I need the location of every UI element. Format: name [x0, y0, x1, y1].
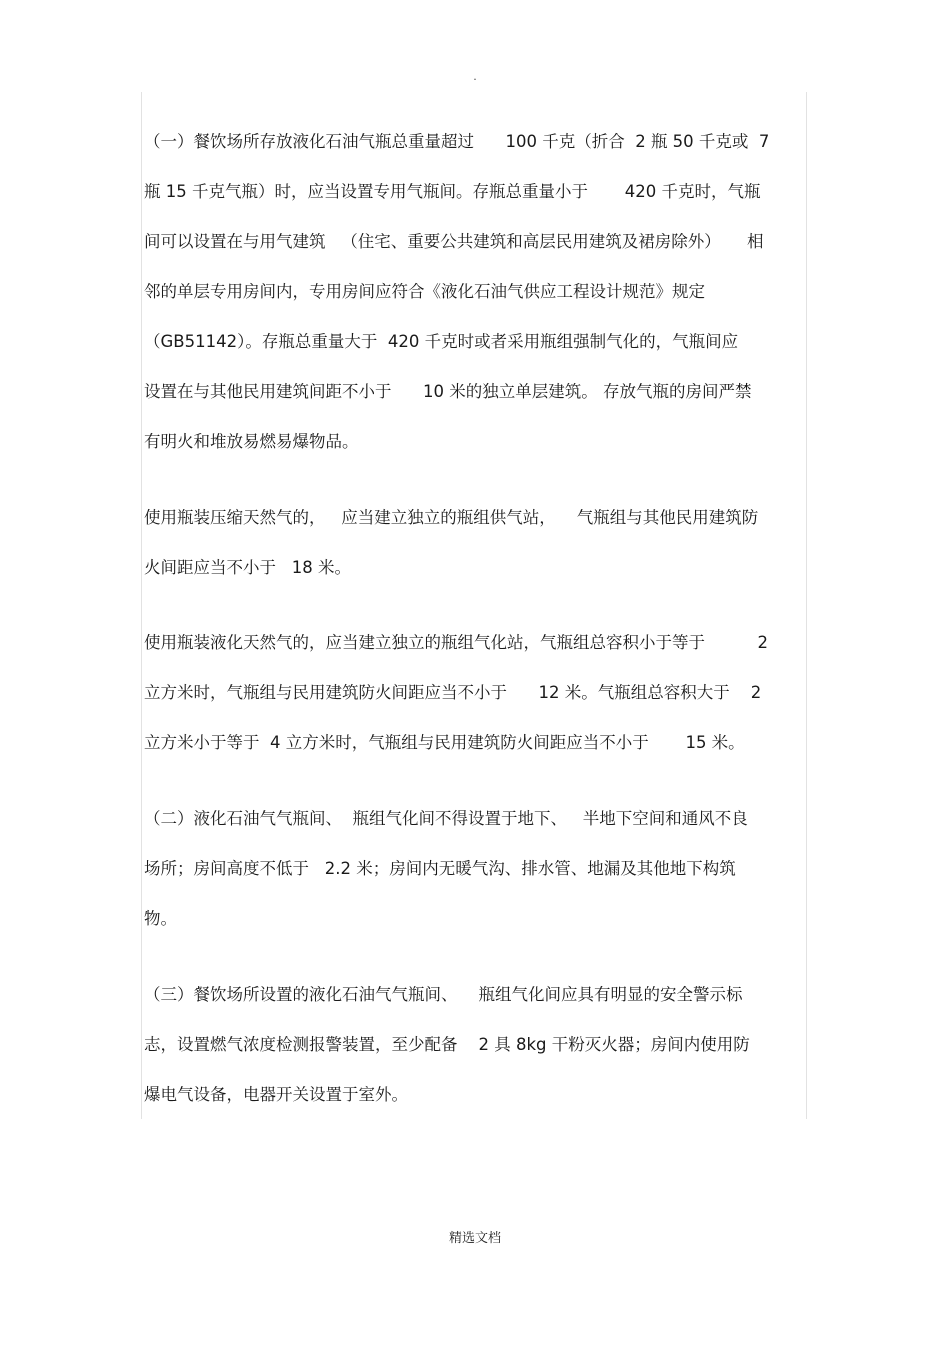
- paragraph-3-line-2: 立方米时，气瓶组与民用建筑防火间距应当不小于 12 米。气瓶组总容积大于 2: [144, 683, 762, 702]
- paragraph-1-line-3: 间可以设置在与用气建筑 （住宅、重要公共建筑和高层民用建筑及裙房除外） 相: [144, 232, 764, 251]
- paragraph-4-line-3: 物。: [144, 909, 177, 928]
- paragraph-2-line-2: 火间距应当不小于 18 米。: [144, 558, 351, 577]
- paragraph-1-line-6: 设置在与其他民用建筑间距不小于 10 米的独立单层建筑。 存放气瓶的房间严禁: [144, 382, 752, 401]
- paragraph-5-line-3: 爆电气设备，电器开关设置于室外。: [144, 1085, 408, 1104]
- paragraph-3-line-1: 使用瓶装液化天然气的，应当建立独立的瓶组气化站，气瓶组总容积小于等于 2: [144, 633, 768, 652]
- paragraph-1-line-7: 有明火和堆放易燃易爆物品。: [144, 432, 359, 451]
- paragraph-1-line-4: 邻的单层专用房间内，专用房间应符合《液化石油气供应工程设计规范》规定: [144, 282, 705, 301]
- paragraph-1-line-1: （一）餐饮场所存放液化石油气瓶总重量超过 100 千克（折合 2 瓶 50 千克或 7: [144, 132, 770, 151]
- header-mark: .: [473, 70, 477, 83]
- paragraph-1-line-2: 瓶 15 千克气瓶）时，应当设置专用气瓶间。存瓶总重量小于 420 千克时，气瓶: [144, 182, 761, 201]
- paragraph-4-line-2: 场所；房间高度不低于 2.2 米；房间内无暖气沟、排水管、地漏及其他地下构筑: [144, 859, 736, 878]
- paragraph-2-line-1: 使用瓶装压缩天然气的， 应当建立独立的瓶组供气站， 气瓶组与其他民用建筑防: [144, 508, 759, 527]
- paragraph-3-line-3: 立方米小于等于 4 立方米时，气瓶组与民用建筑防火间距应当不小于 15 米。: [144, 733, 745, 752]
- footer-label: 精选文档: [448, 1231, 501, 1246]
- paragraph-5-line-2: 志，设置燃气浓度检测报警装置，至少配备 2 具 8kg 干粉灭火器；房间内使用防: [144, 1035, 750, 1054]
- paragraph-4-line-1: （二）液化石油气气瓶间、 瓶组气化间不得设置于地下、 半地下空间和通风不良: [144, 809, 748, 828]
- paragraph-5-line-1: （三）餐饮场所设置的液化石油气气瓶间、 瓶组气化间应具有明显的安全警示标: [144, 985, 743, 1004]
- paragraph-1-line-5: （GB51142）。存瓶总重量大于 420 千克时或者采用瓶组强制气化的，气瓶间应: [144, 332, 739, 351]
